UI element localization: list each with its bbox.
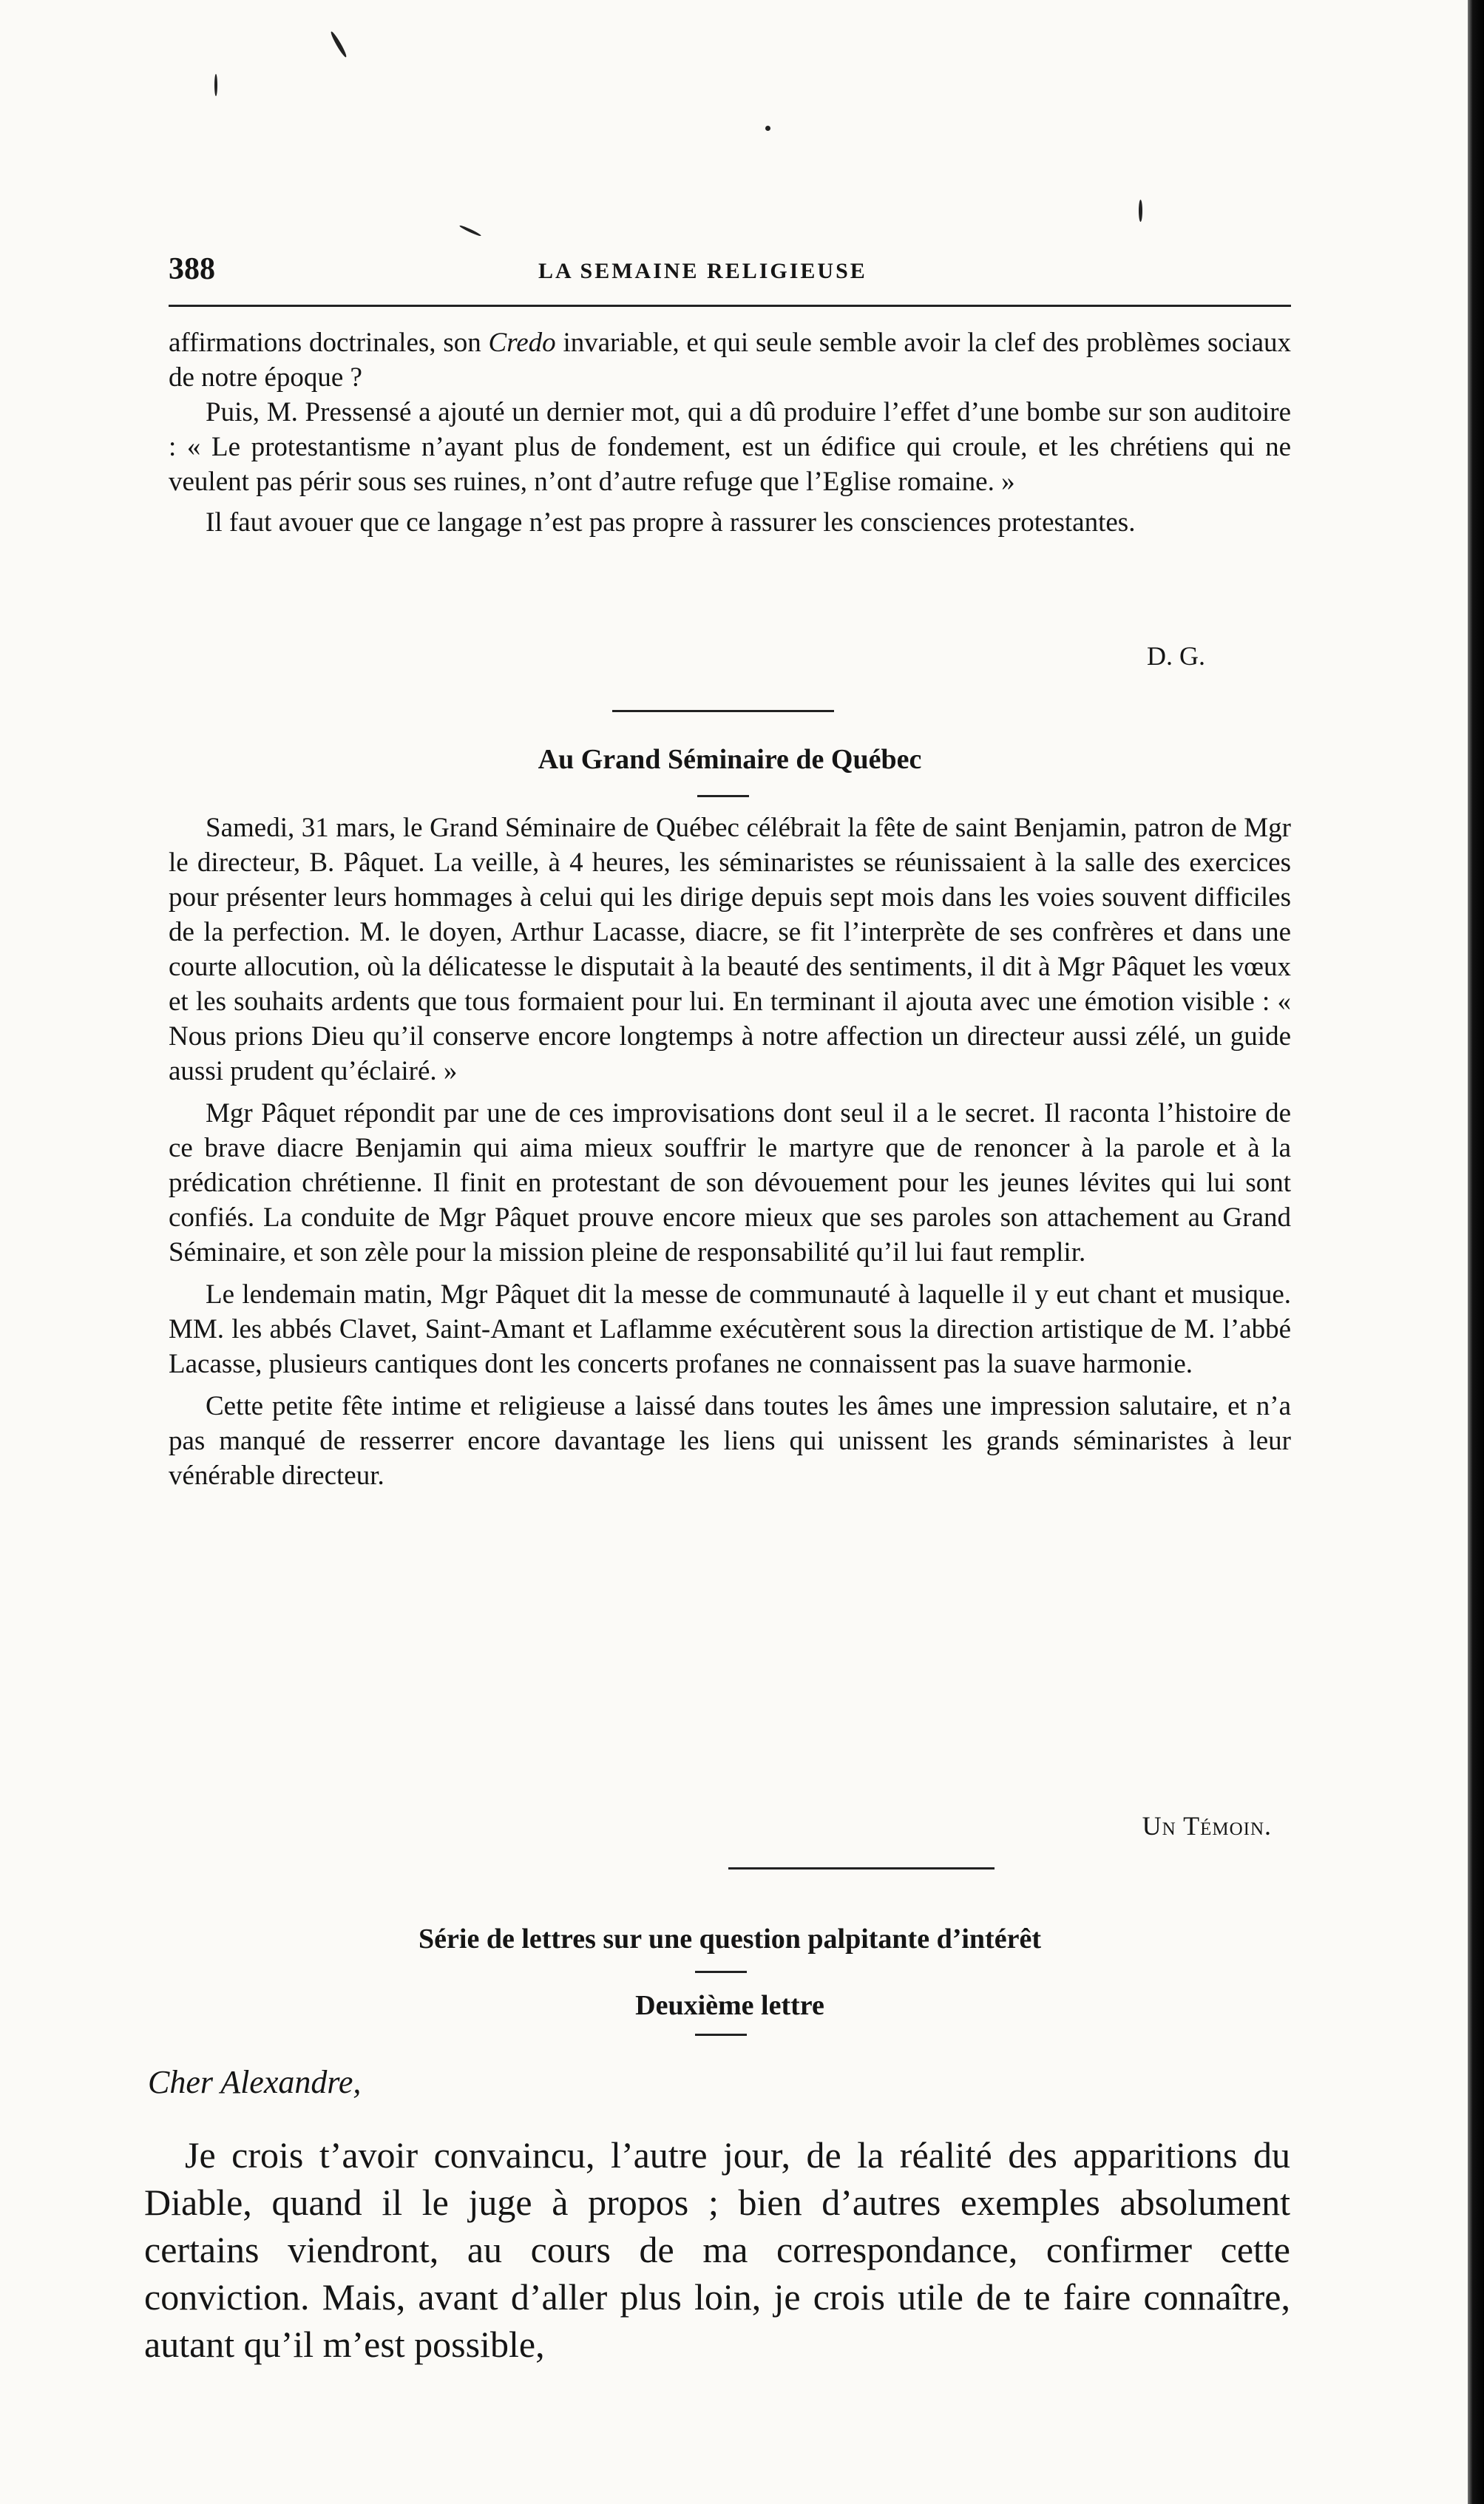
paragraph: Cette petite fête intime et religieuse a laissé dans toutes les âmes une impression salutaire, et n’a pas manqué de resserrer encore davantage les liens qui unissent les grands séminaristes à leur vénérable directeur. xyxy=(169,1391,1291,1491)
credo-word: Credo xyxy=(488,328,556,358)
page-number: 388 xyxy=(169,252,215,286)
paragraph xyxy=(169,325,1291,395)
article-title: Série de lettres sur une question palpitante d’intérêt xyxy=(419,1923,1041,1955)
paragraph-text: invariable, et qui seule semble avoir la clef des problèmes sociaux de notre époque ? xyxy=(169,328,1291,393)
signature: Un Témoin. xyxy=(1142,1811,1272,1841)
letter-greeting: Cher Alexandre, xyxy=(148,2064,362,2100)
paragraph-text: affirmations doctrinales, son xyxy=(169,328,489,358)
paragraph: Samedi, 31 mars, le Grand Séminaire de Québec célébrait la fête de saint Benjamin, patron de Mgr le directeur, B. Pâquet. La veille, à 4 heures, les séminaristes se réunissaient à la salle des exercices pour présenter leurs hommages à celui qui les dirige depuis sept mois dans les voies souvent difficiles de la perfection. M. le doyen, Arthur Lacasse, diacre, se fit l’interprète de ses confrères et dans une courte allocution, où la délicatesse le disputait à la beauté des sentiments, il dit à Mgr Pâquet les vœux et les souhaits ardents que tous formaient pour lui. En terminant il ajouta avec une émotion visible : « Nous prions Dieu qu’il conserve encore longtemps à notre affection un directeur aussi zélé, un guide aussi prudent qu’éclairé. » xyxy=(169,813,1291,1086)
page-edge-shadow xyxy=(1468,0,1484,2504)
paragraph: Il faut avouer que ce langage n’est pas propre à rassurer les consciences protestantes. xyxy=(206,507,1136,538)
article-continuation xyxy=(169,325,1291,540)
ink-speck xyxy=(329,30,348,58)
paragraph: Le lendemain matin, Mgr Pâquet dit la messe de communauté à laquelle il y eut chant et musique. MM. les abbés Clavet, Saint-Amant et Laflamme exécutèrent sous la direction artistique de M. l’abbé Lacasse, plusieurs cantiques dont les concerts profanes ne connaissent pas la suave harmonie. xyxy=(169,1279,1291,1379)
paragraph: Je crois t’avoir convaincu, l’autre jour, de la réalité des apparitions du Diable, quand il le juge à propos ; bien d’autres exemples absolument certains viendront, au cours de ma correspondance, confirmer cette conviction. Mais, avant d’aller plus loin, je crois utile de te faire connaître, autant qu’il m’est possible, xyxy=(144,2134,1290,2365)
title-rule xyxy=(697,795,749,797)
ink-speck xyxy=(765,126,770,131)
section-divider xyxy=(612,710,834,712)
paragraph: Puis, M. Pressensé a ajouté un dernier mot, qui a dû produire l’effet d’une bombe sur son auditoire : « Le protestantisme n’ayant plus de fondement, est un édifice qui croule, et les chrétiens qui ne veulent pas périr sous ses ruines, n’ont d’autre refuge que l’Eglise romaine. » xyxy=(169,397,1291,497)
ink-speck xyxy=(214,74,217,96)
page-header xyxy=(169,251,1291,296)
title-rule xyxy=(695,1971,747,1973)
ink-speck xyxy=(1139,200,1142,222)
title-rule xyxy=(695,2034,747,2036)
section-divider xyxy=(728,1867,995,1869)
article-title: Au Grand Séminaire de Québec xyxy=(538,744,922,775)
header-rule xyxy=(169,305,1291,307)
article-body xyxy=(169,811,1291,1493)
signature: D. G. xyxy=(1147,641,1205,671)
paragraph: Mgr Pâquet répondit par une de ces improvisations dont seul il a le secret. Il raconta l’histoire de ce brave diacre Benjamin qui aima mieux souffrir le martyre que de renoncer à la parole et à la prédication chrétienne. Il finit en protestant de son dévouement pour les jeunes lévites qui lui sont confiés. La conduite de Mgr Pâquet prouve encore mieux que ses paroles son attachement au Grand Séminaire, et son zèle pour la mission pleine de responsabilité qu’il lui faut remplir. xyxy=(169,1098,1291,1268)
ink-speck xyxy=(459,224,482,237)
letter-body xyxy=(144,2131,1290,2368)
article-subtitle: Deuxième lettre xyxy=(635,1990,824,2021)
running-head: LA SEMAINE RELIGIEUSE xyxy=(538,259,867,283)
